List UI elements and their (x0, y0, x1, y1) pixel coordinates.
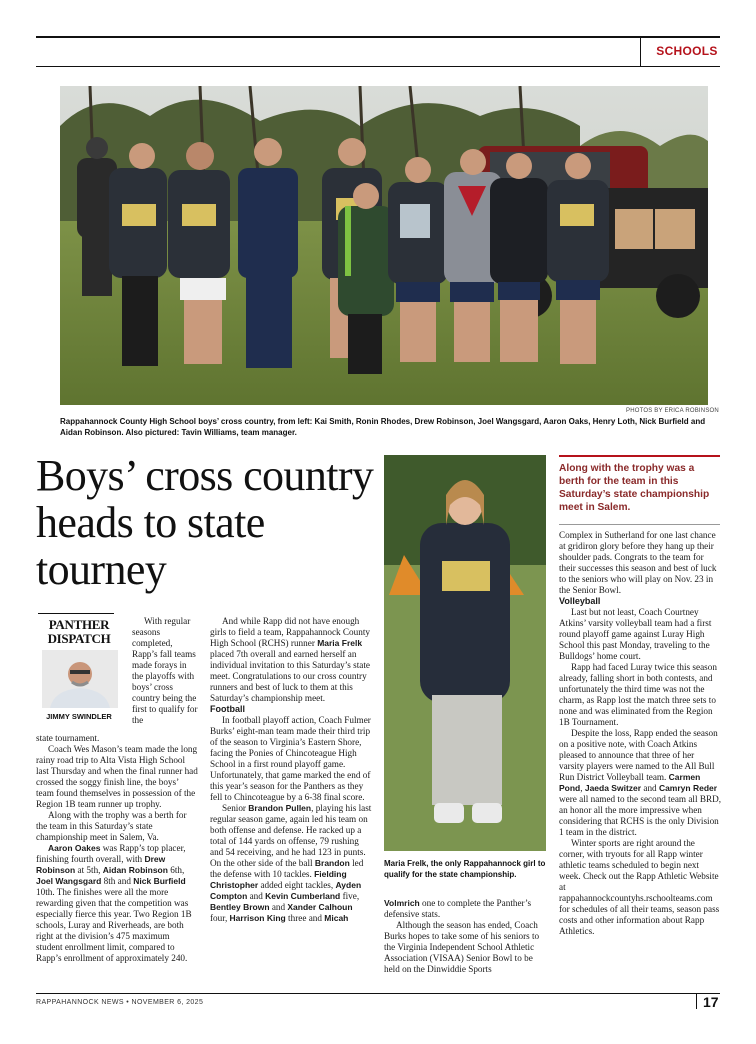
column-3 (384, 898, 546, 975)
page-number: 17 (703, 994, 719, 1010)
col1-p2: Coach Wes Mason’s team made the long rainy road trip to Alta Vista High School last Thursday and when the final runner had crossed the soggy finish line, the boys’ team found themselves in possession of the Region 1B team runner up trophy. (36, 744, 198, 809)
col4-p2: Last but not least, Coach Courtney Atkins’ varsity volleyball team had a first round playoff game against Luray High School this past Monday, traveling to the Bulldogs’ home court. (559, 607, 712, 661)
col1-p4: Aaron Oakes was Rapp’s top placer, finishing fourth overall, with Drew Robinson at 5th, Aidan Robinson 6th, Joel Wangsgard 8th and Nick Burfield 10th. The finishes were all the more rewarding given that the competition was especially fierce this year. Two Region 1B schools, Luray and Riverheads, are both right at the division’s 475 maximum student enrollment limit, compared to Rapp’s enrollment of approximately 240. (36, 843, 192, 963)
pullquote-rule-bottom (559, 524, 720, 525)
col1-wrap-text: With regular seasons completed, Rapp’s fall teams made forays in the playoffs with boys’ cross country being the first to qualify for the (132, 616, 198, 725)
article-headline: Boys’ cross country heads to state tourney (36, 451, 374, 594)
col2-p2: In football playoff action, Coach Fulmer Burks’ eight-man team made their third trip of the season to Virginia’s Eastern Shore, facing the Ponies of Chincoteague High School in a first round playoff game. Unfortunately, that game marked the end of this year’s season for the Panthers as they fell to Chincoteague by a 6-38 final score. (210, 715, 371, 802)
column-1 (36, 733, 198, 964)
col2-p3: Senior Brandon Pullen, playing his last regular season game, again led his team on both offense and defense. He racked up a total of 144 yards on offense, 79 rushing and 54 receiving, and he had 123 in punts. On the other side of the ball Brandon led the defense with 10 tackles. Fielding Christopher added eight tackles, Ayden Compton and Kevin Cumberland five, Bentley Brown and Xander Calhoun four, Harrison King three and Micah (210, 803, 372, 923)
footer-divider (696, 993, 697, 1009)
logo-rule (38, 613, 114, 614)
col4-p5: Winter sports are right around the corner, with tryouts for all Rapp winter athletic teams scheduled to begin next week. Check out the Rapp Athletic Website at rappahannockcountyhs.rschoolteams.com for schedules of all their teams, season pass costs and other information about Rapp Athletics. (559, 838, 720, 936)
photo-credit: PHOTOS BY ERICA ROBINSON (626, 408, 719, 414)
column-1-wrap (132, 616, 198, 726)
col2-p1: And while Rapp did not have enough girls to field a team, Rappahannock County High School (RCHS) runner Maria Frelk placed 7th overall and earned herself an individual invitation to this Saturday’s state meet. Congratulations to our cross country runners and best of luck to them at this Saturday’s championship meet. (210, 616, 370, 703)
col4-p4: Despite the loss, Rapp ended the season on a positive note, with Coach Atkins pleased to announce that three of her varsity players were named to the All Bull Run District Volleyball team. Carmen Pond, Jaeda Switzer and Camryn Reder were all named to the second team all BRD, an honor all the more impressive when considering that RCHS is the only Division 1 team in the district. (559, 728, 722, 837)
column-logo-line2: DISPATCH (47, 631, 111, 646)
column-logo (42, 618, 116, 646)
author-photo (42, 650, 118, 708)
col2-subhead-football: Football (210, 704, 245, 714)
photo-caption: Rappahannock County High School boys’ cross country, from left: Kai Smith, Ronin Rhodes, Drew Robinson, Joel Wangsgard, Aaron Oaks, Henry Loth, Nick Burfield and Aidan Robinson. Also pictured: Tavin Williams, team manager. (60, 417, 706, 437)
maria-frelk-photo (384, 455, 546, 851)
section-label: SCHOOLS (656, 44, 718, 58)
pullquote-rule (559, 455, 720, 457)
maria-frelk-caption: Maria Frelk, the only Rappahannock girl to qualify for the state championship. (384, 859, 546, 879)
pullquote: Along with the trophy was a berth for the team in this Saturday’s state championship meet in Salem. (559, 463, 710, 513)
col1-p3: Along with the trophy was a berth for the team in this Saturday’s state championship meet in Salem, Va. (36, 810, 187, 842)
col4-subhead-volleyball: Volleyball (559, 596, 601, 606)
col3-p1: Volmrich one to complete the Panther’s defensive stats. (384, 898, 532, 919)
col3-p2: Although the season has ended, Coach Burks hopes to take some of his seniors to the Virginia Independent School Athletic Association (VISAA) Senior Bowl to be held on the Dinwiddie Sports (384, 920, 540, 974)
footer-rule (36, 993, 720, 994)
byline: JIMMY SWINDLER (46, 712, 112, 721)
column-logo-line1: PANTHER (48, 617, 110, 632)
team-photo (60, 86, 708, 405)
col1-p1: state tournament. (36, 733, 100, 743)
col4-p1: Complex in Sutherland for one last chance at gridiron glory before they hang up their shoulder pads. Congrats to the team for their successes this season and best of luck to the seniors who will play on Nov. 23 in the Senior Bowl. (559, 530, 717, 595)
column-4 (559, 530, 721, 937)
column-2 (210, 616, 372, 924)
header-rule-top (36, 36, 720, 38)
header-divider (640, 38, 641, 66)
header-rule-bottom (36, 66, 720, 67)
footer-publication: RAPPAHANNOCK NEWS • NOVEMBER 6, 2025 (36, 999, 204, 1006)
col4-p3: Rapp had faced Luray twice this season already, falling short in both contests, and unfortunately the third time was not the charm, as Rapp lost the match three sets to none and was eliminated from the Region 1B Tournament. (559, 662, 717, 727)
